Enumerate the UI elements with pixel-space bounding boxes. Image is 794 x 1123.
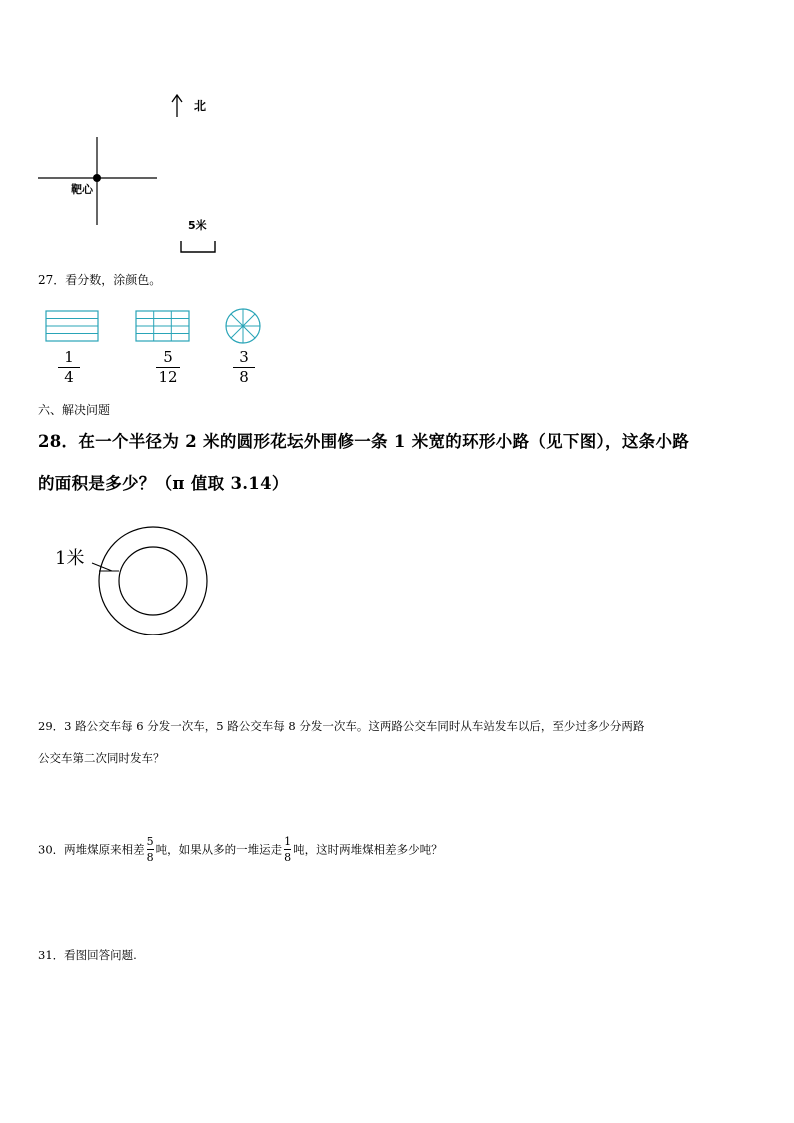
shape-quarter-rect: [45, 310, 99, 342]
ring-width-label: 1米: [55, 548, 85, 569]
scale-bar: [181, 241, 215, 252]
shape-twelfth-rect: [135, 310, 190, 342]
scale-label: 5米: [188, 219, 207, 232]
map-figure: [30, 85, 230, 260]
question-27-text: 27．看分数，涂颜色。: [38, 273, 162, 287]
north-label: 北: [194, 99, 207, 113]
inner-circle: [119, 547, 187, 615]
fraction-three-eighths: 3 8: [233, 350, 255, 385]
center-label: 靶心: [71, 183, 93, 196]
fraction-five-twelfths: 5 12: [156, 350, 180, 385]
section-title: 六、解决问题: [38, 403, 111, 417]
question-28-line1: 28．在一个半径为 2 米的圆形花坛外围修一条 1 米宽的环形小路（见下图），这条小路: [38, 432, 690, 451]
target-center-dot: [93, 174, 101, 182]
fraction-five-eighths: $\frac{5}{8}$: [146, 835, 154, 864]
question-29-line2: 公交车第二次同时发车？: [38, 751, 165, 765]
ring-path-figure: [50, 525, 220, 635]
outer-circle: [99, 527, 207, 635]
fraction-one-quarter: 1 4: [58, 350, 80, 385]
question-30: [38, 836, 443, 863]
question-29-line1: 29．3 路公交车每 6 分发一次车，5 路公交车每 8 分发一次车。这两路公交车同时从车站发车以后，至少过多少分两路: [38, 719, 645, 733]
fraction-one-eighth: $\frac{1}{8}$: [284, 835, 292, 864]
question-30-part1: 30．两堆煤原来相差: [38, 842, 145, 857]
question-30-part2: 吨，如果从多的一堆运走: [155, 842, 283, 857]
question-28-line2: 的面积是多少？（π 值取 3.14）: [38, 474, 289, 493]
question-30-part3: 吨，这时两堆煤相差多少吨？: [293, 842, 443, 857]
north-arrow-icon: [172, 95, 182, 117]
shape-eighth-circle: [224, 307, 262, 345]
question-31-text: 31．看图回答问题.: [38, 948, 137, 962]
